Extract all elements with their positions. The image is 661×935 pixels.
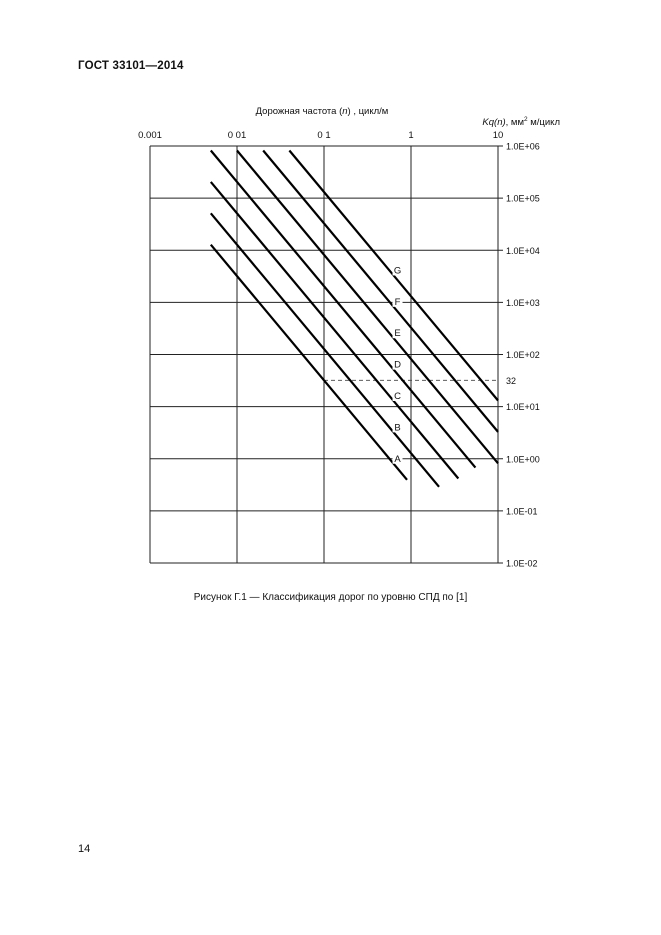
y-tick-label: 1.0E+01 [506, 402, 540, 413]
y-axis-label-mid: , мм [505, 117, 524, 128]
y-tick-label: 1.0E-01 [506, 506, 538, 517]
y-tick-label: 1.0E+03 [506, 297, 540, 308]
series-line-e [237, 151, 498, 464]
y-tick-label: 1.0E+06 [506, 141, 540, 152]
y-tick-label: 1.0E+05 [506, 193, 540, 204]
x-tick-label: 0.001 [138, 130, 162, 141]
series-line-c [211, 182, 459, 479]
x-axis-label [256, 106, 389, 117]
x-tick-label: 0 01 [227, 130, 247, 141]
x-axis-label-suffix: ) , цикл/м [347, 106, 389, 117]
series-label-d: D [394, 359, 401, 371]
series-label-b: B [394, 422, 401, 434]
y-tick-label: 1.0E+02 [506, 350, 540, 360]
y-axis-label-prefix: Kq(n) [482, 117, 506, 128]
document-header: ГОСТ 33101—2014 [78, 60, 184, 72]
y-axis-label-suffix: м/цикл [527, 117, 560, 128]
x-axis-label-var: n [342, 106, 348, 117]
series-label-g: G [393, 265, 402, 277]
x-tick-label: 10 [492, 130, 504, 141]
x-axis-label-prefix: Дорожная частота ( [255, 106, 343, 117]
series-line-a [211, 245, 407, 480]
series-label-e: E [394, 328, 401, 340]
x-tick-labels [138, 130, 503, 141]
x-tick-label: 1 [408, 130, 414, 141]
grid [150, 146, 503, 563]
page-number: 14 [78, 843, 91, 855]
series-line-f [263, 151, 498, 432]
y-tick-label: 1.0E+04 [506, 245, 540, 256]
y-tick-labels [506, 142, 540, 569]
series-label-c: C [394, 390, 401, 402]
series-label-f: F [394, 296, 401, 308]
x-tick-label: 0 1 [317, 130, 331, 141]
y-tick-label: 1.0E-02 [506, 558, 538, 569]
y-axis-label-sup: 2 [524, 116, 528, 123]
series-label-a: A [394, 453, 401, 465]
series-labels [393, 263, 403, 464]
y-axis-label [482, 116, 560, 128]
y-tick-label: 1.0E+00 [506, 454, 540, 465]
figure-caption: Рисунок Г.1 — Классификация дорог по уровню СПД по [1] [193, 592, 468, 603]
series-lines [211, 151, 498, 487]
reference-line-label: 32 [506, 375, 517, 386]
